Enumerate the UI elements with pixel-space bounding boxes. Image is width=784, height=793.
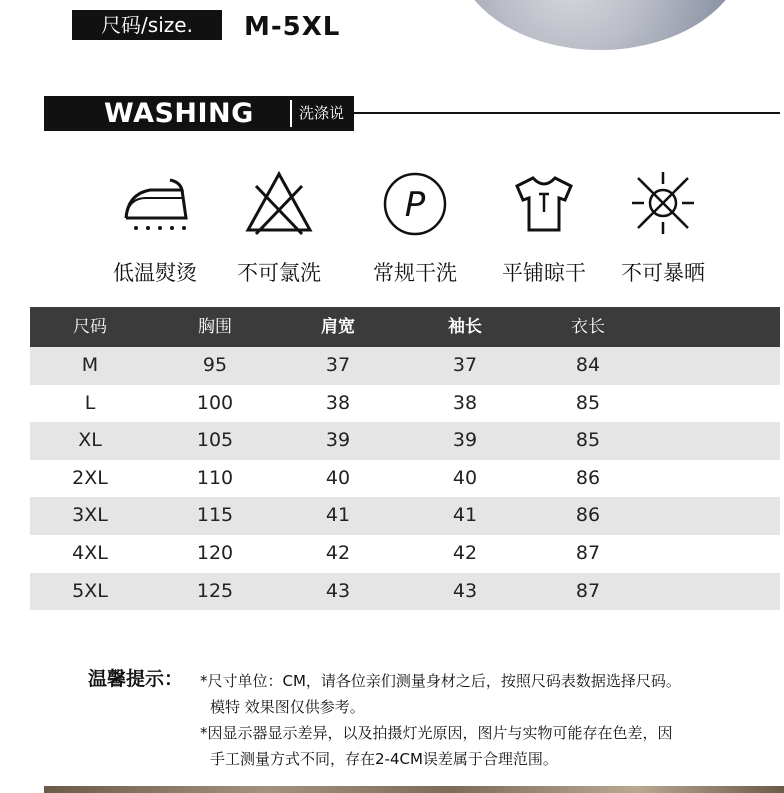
model-photo-circle	[455, 0, 745, 50]
low-temp-iron-icon	[120, 168, 190, 238]
lay-flat-dry-icon	[509, 168, 579, 238]
table-cell: 120	[196, 541, 234, 564]
table-cell: 43	[452, 579, 478, 602]
table-body	[30, 347, 780, 610]
table-cell: 125	[196, 579, 234, 602]
washing-section-header	[44, 96, 354, 157]
care-item	[95, 160, 215, 290]
table-cell: 40	[325, 466, 351, 489]
no-sun-exposure-icon	[628, 168, 698, 238]
table-row	[30, 347, 780, 385]
size-range: M-5XL	[244, 12, 341, 42]
section-rule	[354, 112, 780, 114]
tip-line: *因显示器显示差异，以及拍摄灯光原因，图片与实物可能存在色差，因	[200, 724, 673, 742]
table-cell: 105	[196, 429, 234, 452]
table-header-row	[30, 307, 780, 347]
table-row	[30, 497, 780, 535]
table-cell: 84	[575, 354, 601, 376]
table-cell: 37	[325, 354, 351, 376]
table-cell: 85	[575, 391, 601, 414]
care-label: 低温熨烫	[113, 261, 197, 285]
table-cell: 40	[452, 466, 478, 489]
svg-text:P: P	[404, 185, 426, 225]
table-cell: L	[84, 391, 96, 414]
dry-clean-p-icon	[380, 168, 450, 238]
care-icons-row	[0, 160, 784, 290]
table-cell: 85	[575, 429, 601, 452]
table-cell: XL	[78, 429, 102, 452]
size-label: 尺码/size.	[72, 10, 222, 40]
table-cell: 2XL	[72, 466, 108, 489]
table-cell: 4XL	[72, 541, 108, 564]
header-divider	[290, 100, 292, 127]
care-item	[603, 160, 723, 290]
table-cell: 3XL	[72, 504, 108, 527]
washing-title: WASHING	[104, 98, 254, 129]
care-label: 不可氯洗	[237, 261, 321, 285]
table-cell: 39	[325, 429, 351, 452]
tip-line: 手工测量方式不同，存在2-4CM误差属于合理范围。	[210, 750, 558, 768]
table-cell: 43	[325, 579, 351, 602]
table-row	[30, 422, 780, 460]
washing-subtitle: 洗涤说明	[299, 104, 345, 157]
table-cell: 41	[325, 504, 351, 527]
table-cell: 110	[196, 466, 234, 489]
care-item	[355, 160, 475, 290]
table-cell: M	[81, 354, 99, 376]
table-cell: 39	[452, 429, 478, 452]
table-cell: 38	[325, 391, 351, 414]
table-cell: 42	[452, 541, 478, 564]
care-label: 不可暴晒	[621, 261, 705, 285]
table-row	[30, 460, 780, 498]
table-cell: 5XL	[72, 579, 108, 602]
table-cell: 38	[452, 391, 478, 414]
tips-title: 温馨提示：	[88, 668, 184, 690]
column-header: 胸围	[198, 317, 232, 337]
size-chart-table	[30, 307, 780, 610]
table-cell: 100	[196, 391, 234, 414]
care-label: 平铺晾干	[502, 261, 586, 285]
care-label: 常规干洗	[373, 261, 457, 285]
table-row	[30, 535, 780, 573]
table-cell: 42	[325, 541, 351, 564]
tip-line: 模特 效果图仅供参考。	[210, 698, 365, 716]
table-row	[30, 573, 780, 611]
care-item	[484, 160, 604, 290]
table-cell: 87	[575, 579, 601, 602]
no-bleach-icon	[244, 168, 314, 238]
table-cell: 86	[575, 466, 601, 489]
table-cell: 95	[202, 354, 228, 376]
table-cell: 86	[575, 504, 601, 527]
tip-line: *尺寸单位：CM，请各位亲们测量身材之后，按照尺码表数据选择尺码。	[200, 672, 681, 690]
bottom-photo-strip	[44, 786, 784, 793]
column-header: 袖长	[448, 317, 482, 337]
table-row	[30, 385, 780, 423]
table-cell: 41	[452, 504, 478, 527]
table-cell: 87	[575, 541, 601, 564]
column-header: 尺码	[73, 317, 107, 337]
care-item	[219, 160, 339, 290]
table-cell: 37	[452, 354, 478, 376]
column-header: 肩宽	[321, 317, 355, 337]
table-cell: 115	[196, 504, 234, 527]
column-header: 衣长	[571, 317, 605, 337]
